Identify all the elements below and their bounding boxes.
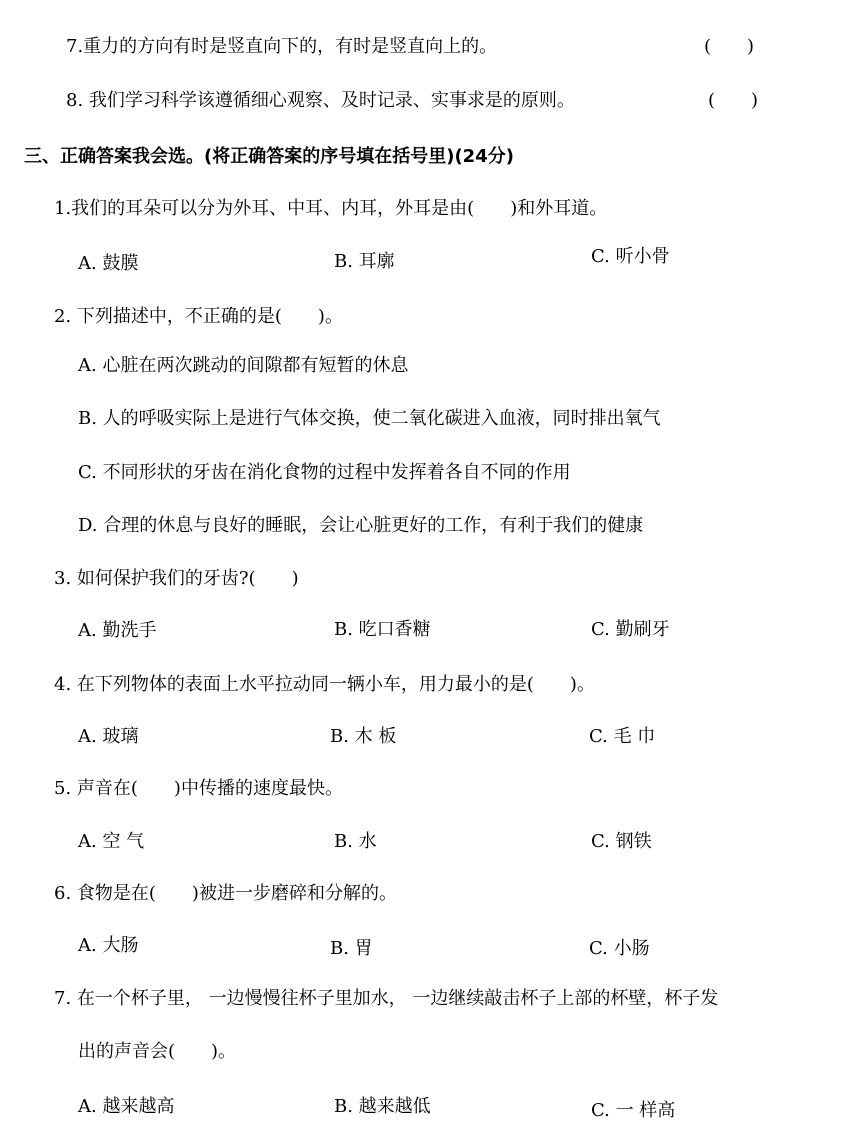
option-a: A. 鼓膜 <box>78 253 139 274</box>
question-stem: 3. 如何保护我们的牙齿?( ) <box>54 568 299 589</box>
option-c: C. 钢铁 <box>591 831 652 852</box>
option-b: B. 胃 <box>330 938 373 959</box>
option-a: A. 空 气 <box>78 831 145 852</box>
option-a: A. 越来越高 <box>78 1096 175 1117</box>
question-stem: 4. 在下列物体的表面上水平拉动同一辆小车，用力最小的是( )。 <box>54 674 595 695</box>
option-c: C. 听小骨 <box>591 246 670 267</box>
option-b: B. 吃口香糖 <box>334 619 431 640</box>
option-c: C. 毛 巾 <box>589 726 656 747</box>
option-a: A. 勤洗手 <box>78 620 157 641</box>
option-b: B. 木 板 <box>330 726 397 747</box>
option-c: C. 勤刷牙 <box>591 619 670 640</box>
tf-item-8: 8. 我们学习科学该遵循细心观察、及时记录、实事求是的原则。 <box>66 90 575 111</box>
question-stem: 7. 在一个杯子里， 一边慢慢往杯子里加水， 一边继续敲击杯子上部的杯壁，杯子发 <box>54 988 719 1009</box>
question-stem-continuation: 出的声音会( )。 <box>78 1041 237 1062</box>
option-a: A. 玻璃 <box>78 726 139 747</box>
question-stem: 2. 下列描述中，不正确的是( )。 <box>54 306 343 327</box>
tf-answer-paren-7: ( ) <box>704 36 755 57</box>
option-a: A. 大肠 <box>78 935 139 956</box>
option-c: C. 一 样高 <box>591 1100 676 1121</box>
option-a: A. 心脏在两次跳动的间隙都有短暂的休息 <box>78 355 409 376</box>
option-c: C. 不同形状的牙齿在消化食物的过程中发挥着各自不同的作用 <box>78 462 571 483</box>
tf-item-7: 7.重力的方向有时是竖直向下的，有时是竖直向上的。 <box>66 36 498 57</box>
option-c: C. 小肠 <box>589 938 650 959</box>
section-heading: 三、正确答案我会选。(将正确答案的序号填在括号里)(24分) <box>24 146 514 167</box>
option-b: B. 越来越低 <box>334 1096 431 1117</box>
option-b: B. 耳廓 <box>334 251 395 272</box>
question-stem: 5. 声音在( )中传播的速度最快。 <box>54 778 343 799</box>
tf-answer-paren-8: ( ) <box>708 90 759 111</box>
option-b: B. 水 <box>334 831 377 852</box>
question-stem: 6. 食物是在( )被进一步磨碎和分解的。 <box>54 883 397 904</box>
option-d: D. 合理的休息与良好的睡眠，会让心脏更好的工作，有利于我们的健康 <box>78 515 644 536</box>
question-stem: 1.我们的耳朵可以分为外耳、中耳、内耳，外耳是由( )和外耳道。 <box>54 198 608 219</box>
option-b: B. 人的呼吸实际上是进行气体交换，使二氧化碳进入血液，同时排出氧气 <box>78 408 661 429</box>
